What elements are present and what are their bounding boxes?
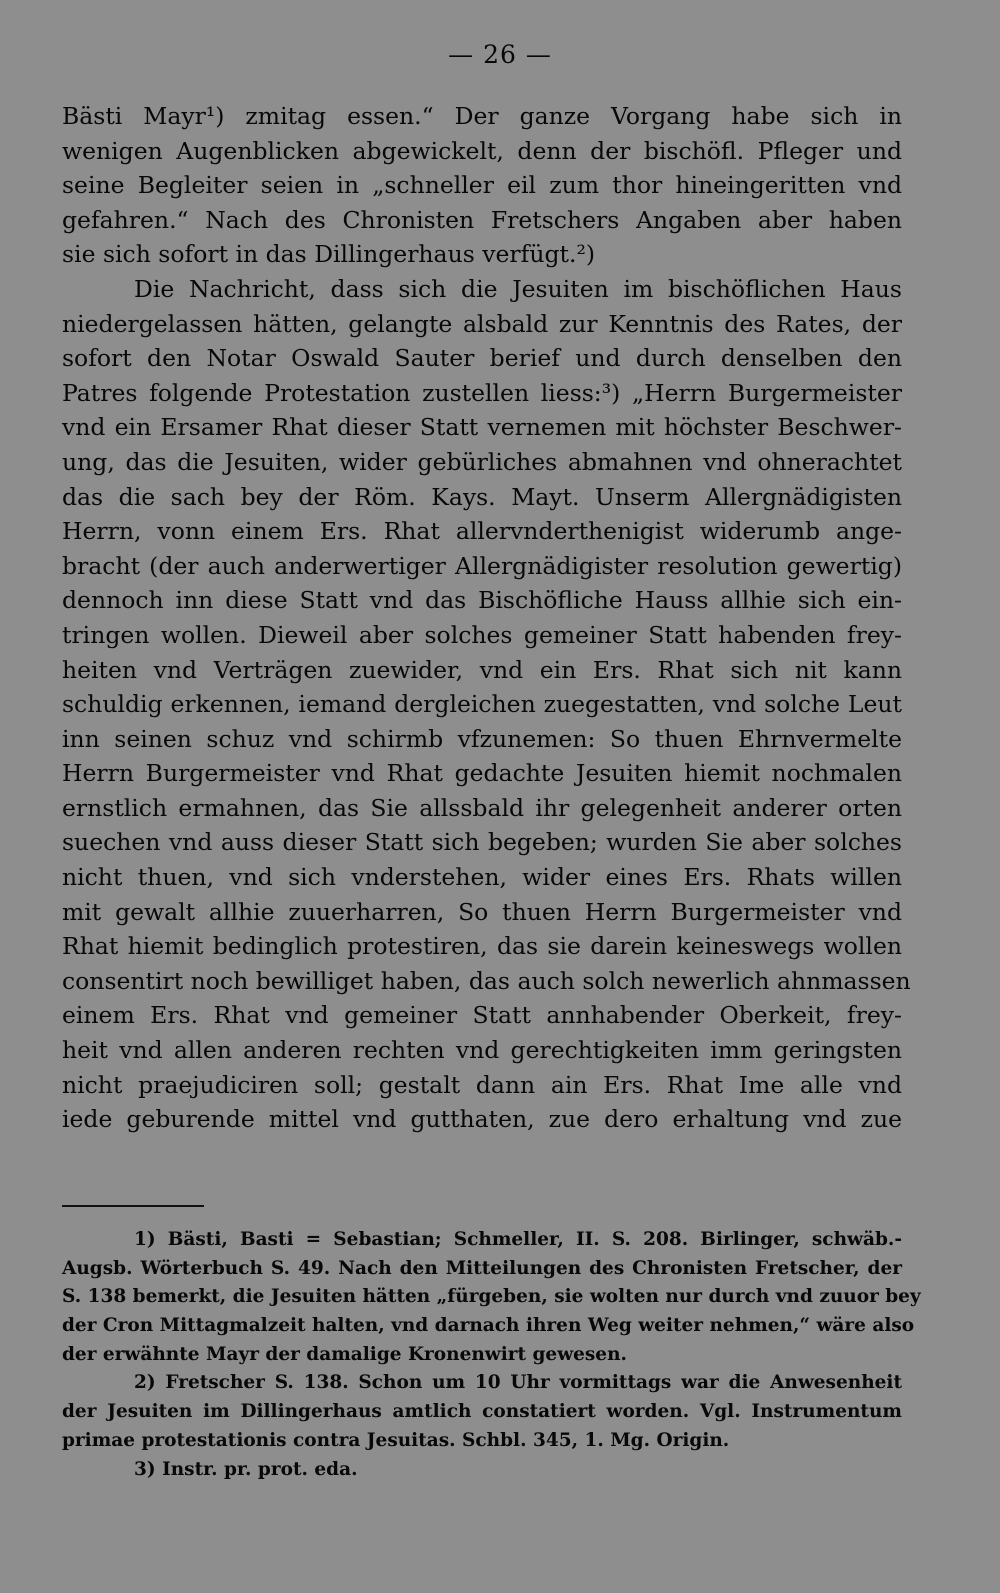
- footnote-line: der Cron Mittagmalzeit halten, vnd darnach ihren Weg weiter nehmen,“ wäre also: [62, 1315, 915, 1337]
- text-line: Bästi Mayr¹) zmitag essen.“ Der ganze Vorgang habe sich in: [62, 102, 902, 130]
- text-line: schuldig erkennen, iemand dergleichen zuegestatten, vnd solche Leut: [62, 690, 902, 719]
- footnote-line: der erwähnte Mayr der damalige Kronenwirt gewesen.: [62, 1343, 627, 1365]
- footnotes: [62, 1226, 921, 1484]
- text-line: gefahren.“ Nach des Chronisten Fretschers Angaben aber haben: [62, 205, 902, 234]
- text-line: consentirt noch bewilliget haben, das auch solch newerlich ahnmassen: [62, 966, 911, 995]
- text-line: vnd ein Ersamer Rhat dieser Statt vernemen mit höchster Beschwer-: [62, 413, 902, 442]
- text-line: Die Nachricht, dass sich die Jesuiten im bischöflichen Haus: [134, 274, 902, 303]
- text-line: bracht (der auch anderwertiger Allergnädigister resolution gewertig): [62, 551, 902, 580]
- text-line: heiten vnd Verträgen zuewider, vnd ein Ers. Rhat sich nit kann: [62, 655, 902, 684]
- body-text: [62, 99, 911, 1137]
- text-line: heit vnd allen anderen rechten vnd gerechtigkeiten imm geringsten: [62, 1036, 902, 1065]
- page-number: — 26 —: [448, 40, 552, 69]
- text-line: suechen vnd auss dieser Statt sich begeben; wurden Sie aber solches: [62, 828, 902, 857]
- footnote-divider: [62, 1205, 204, 1207]
- text-line: mit gewalt allhie zuuerharren, So thuen Herrn Burgermeister vnd: [62, 897, 902, 926]
- text-line: Herrn Burgermeister vnd Rhat gedachte Jesuiten hiemit nochmalen: [62, 759, 902, 788]
- text-line: das die sach bey der Röm. Kays. Mayt. Unserm Allergnädigisten: [62, 482, 902, 511]
- text-line: einem Ers. Rhat vnd gemeiner Statt annhabender Oberkeit, frey-: [62, 1001, 902, 1030]
- footnote-line: S. 138 bemerkt, die Jesuiten hätten „fürgeben, sie wolten nur durch vnd zuuor bey: [62, 1286, 921, 1308]
- text-line: Herrn, vonn einem Ers. Rhat allervnderthenigist widerumb ange-: [62, 517, 902, 546]
- text-line: tringen wollen. Dieweil aber solches gemeiner Statt habenden frey-: [62, 620, 902, 649]
- text-line: ernstlich ermahnen, das Sie allssbald ihr gelegenheit anderer orten: [62, 793, 902, 822]
- text-line: Rhat hiemit bedinglich protestiren, das sie darein keineswegs wollen: [62, 932, 902, 961]
- text-line: sie sich sofort in das Dillingerhaus verfügt.²): [62, 240, 596, 269]
- text-line: inn seinen schuz vnd schirmb vfzunemen: So thuen Ehrnvermelte: [62, 724, 902, 753]
- footnote-line: 1) Bästi, Basti = Sebastian; Schmeller, II. S. 208. Birlinger, schwäb.-: [134, 1229, 902, 1250]
- text-line: sofort den Notar Oswald Sauter berief und durch denselben den: [62, 344, 902, 373]
- footnote-line: 2) Fretscher S. 138. Schon um 10 Uhr vormittags war die Anwesenheit: [134, 1372, 902, 1394]
- footnote-line: primae protestationis contra Jesuitas. Schbl. 345, 1. Mg. Origin.: [62, 1429, 730, 1451]
- text-line: wenigen Augenblicken abgewickelt, denn der bischöfl. Pfleger und: [62, 136, 902, 165]
- footnote-line: der Jesuiten im Dillingerhaus amtlich constatiert worden. Vgl. Instrumentum: [62, 1401, 902, 1423]
- text-line: iede geburende mittel vnd gutthaten, zue dero erhaltung vnd zue: [62, 1105, 902, 1134]
- text-line: dennoch inn diese Statt vnd das Bischöfliche Hauss allhie sich ein-: [62, 586, 902, 615]
- text-line: ung, das die Jesuiten, wider gebürliches abmahnen vnd ohnerachtet: [62, 447, 902, 476]
- text-line: nicht praejudiciren soll; gestalt dann ain Ers. Rhat Ime alle vnd: [62, 1070, 902, 1099]
- text-line: niedergelassen hätten, gelangte alsbald zur Kenntnis des Rates, der: [62, 309, 902, 338]
- footnote-line: 3) Instr. pr. prot. eda.: [134, 1458, 358, 1480]
- footnote-line: Augsb. Wörterbuch S. 49. Nach den Mitteilungen des Chronisten Fretscher, der: [62, 1257, 902, 1279]
- text-line: seine Begleiter seien in „schneller eil zum thor hineingeritten vnd: [62, 171, 902, 200]
- text-line: Patres folgende Protestation zustellen liess:³) „Herrn Burgermeister: [62, 378, 902, 407]
- text-line: nicht thuen, vnd sich vnderstehen, wider eines Ers. Rhats willen: [62, 863, 902, 892]
